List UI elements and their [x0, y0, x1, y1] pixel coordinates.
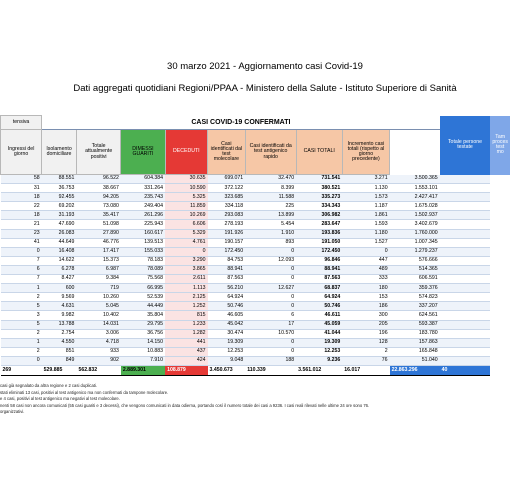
- table-cell: 13.788: [42, 320, 77, 329]
- table-cell: 78.089: [121, 265, 165, 274]
- table-cell: 13.899: [245, 211, 296, 220]
- table-cell: 8.427: [42, 275, 77, 284]
- table-cell: 893: [245, 238, 296, 247]
- table-cell: 424: [165, 356, 207, 365]
- table-cell: 6.278: [42, 265, 77, 274]
- table-row: [1, 220, 510, 229]
- table-cell: 88.551: [42, 175, 77, 184]
- table-row: [1, 356, 510, 365]
- table-cell: 190.157: [208, 238, 246, 247]
- table-cell: 4.718: [76, 338, 120, 347]
- table-row: [1, 229, 510, 238]
- table-row: [1, 347, 510, 356]
- table-cell: 29.795: [121, 320, 165, 329]
- table-row: [1, 256, 510, 265]
- table-cell: 606.591: [390, 275, 440, 284]
- table-cell: 128: [342, 338, 389, 347]
- table-cell: 5.454: [245, 220, 296, 229]
- table-row: [1, 265, 510, 274]
- header-ingressi: Ingressi del giorno: [1, 130, 42, 175]
- table-cell: 1.130: [342, 184, 389, 193]
- table-cell: 0: [245, 247, 296, 256]
- table-cell: 933: [76, 347, 120, 356]
- table-cell: 380.521: [296, 184, 342, 193]
- table-cell: 84.753: [208, 256, 246, 265]
- table-cell: 6: [245, 311, 296, 320]
- table-cell-extra: [440, 175, 491, 184]
- table-cell: 17: [245, 320, 296, 329]
- table-cell: 191.050: [296, 238, 342, 247]
- table-cell: 306.982: [296, 211, 342, 220]
- table-cell: 3: [1, 311, 42, 320]
- table-cell-extra: [440, 311, 491, 320]
- table-cell: 1.675.028: [390, 202, 440, 211]
- table-cell: 489: [342, 265, 389, 274]
- table-cell: 278.193: [208, 220, 246, 229]
- table-cell: 46.611: [296, 311, 342, 320]
- table-cell: 38.667: [76, 184, 120, 193]
- table-cell: 51.098: [76, 220, 120, 229]
- table-cell: 66.995: [121, 284, 165, 293]
- table-cell: 731.541: [296, 175, 342, 184]
- table-cell: 6.606: [165, 220, 207, 229]
- table-cell: 2: [1, 329, 42, 338]
- table-cell: 12.627: [245, 284, 296, 293]
- table-cell: 50.746: [296, 302, 342, 311]
- table-cell: 18: [1, 193, 42, 202]
- footnote: casi già segnalato da altra regione e 2 casi duplicati.: [0, 383, 98, 388]
- table-cell: 447: [342, 256, 389, 265]
- table-cell: 574.823: [390, 293, 440, 302]
- table-cell: 1.910: [245, 229, 296, 238]
- table-cell: 4.761: [165, 238, 207, 247]
- table-cell: 51.040: [390, 356, 440, 365]
- table-cell: 180: [342, 284, 389, 293]
- table-cell: 14.622: [42, 256, 77, 265]
- table-cell: 225: [245, 202, 296, 211]
- table-row: [1, 338, 510, 347]
- header-antigenico: Casi identificati da test antigenico rapido: [245, 130, 296, 175]
- table-cell: 36.756: [121, 329, 165, 338]
- table-cell: 94.205: [76, 193, 120, 202]
- footnotes: [0, 383, 369, 416]
- table-cell: 56.210: [208, 284, 246, 293]
- table-cell: 46.776: [76, 238, 120, 247]
- table-cell-extra: [440, 347, 491, 356]
- table-cell-extra: [440, 293, 491, 302]
- table-cell: 160.617: [121, 229, 165, 238]
- table-cell: 225.943: [121, 220, 165, 229]
- table-cell: 9.982: [42, 311, 77, 320]
- table-cell: 0: [1, 356, 42, 365]
- table-cell: 1: [1, 338, 42, 347]
- table-cell: 249.404: [121, 202, 165, 211]
- footnote: e 4 casi, positivi al test antigenico ma negativi al test molecolare.: [0, 396, 120, 402]
- table-cell: 1.282: [165, 329, 207, 338]
- table-cell: 6: [1, 265, 42, 274]
- table-cell: 7: [1, 256, 42, 265]
- table-cell: 32.470: [245, 175, 296, 184]
- table-cell: 600: [42, 284, 77, 293]
- table-cell: 4.631: [42, 302, 77, 311]
- table-row: [1, 184, 510, 193]
- table-cell: 9.048: [208, 356, 246, 365]
- table-cell: 35.804: [121, 311, 165, 320]
- table-cell: 14.150: [121, 338, 165, 347]
- table-cell: 64.924: [208, 293, 246, 302]
- table-cell: 21: [1, 220, 42, 229]
- table-cell: 2.754: [42, 329, 77, 338]
- table-cell: 193.836: [296, 229, 342, 238]
- table-cell-extra: [440, 265, 491, 274]
- table-row: [1, 284, 510, 293]
- table-cell: 157.863: [390, 338, 440, 347]
- footnote: organizzativi.: [0, 409, 25, 415]
- table-cell: 1.007.345: [390, 238, 440, 247]
- table-cell: 0: [245, 265, 296, 274]
- table-cell: 10.570: [245, 329, 296, 338]
- table-cell-extra: [440, 329, 491, 338]
- table-cell-extra: [440, 302, 491, 311]
- table-cell: 1.180: [342, 229, 389, 238]
- table-cell: 172.450: [296, 247, 342, 256]
- total-cell: 16.017: [342, 365, 389, 375]
- table-cell: 3.271: [342, 175, 389, 184]
- table-cell: 0: [245, 347, 296, 356]
- table-cell: 2: [1, 293, 42, 302]
- table-cell: 12.253: [208, 347, 246, 356]
- table-cell-extra: [440, 247, 491, 256]
- table-cell: 44.649: [42, 238, 77, 247]
- footnote: stati eliminati 13 casi, positivi al test antigenico ma non confermati da tampone molecolare.: [0, 389, 169, 395]
- table-cell: 96.846: [296, 256, 342, 265]
- table-cell: 155.033: [121, 247, 165, 256]
- table-cell-extra: [440, 356, 491, 365]
- total-cell: 40: [440, 365, 491, 375]
- table-cell: 205: [342, 320, 389, 329]
- table-cell: 68.837: [296, 284, 342, 293]
- table-row: [1, 247, 510, 256]
- table-cell: 87.563: [208, 275, 246, 284]
- table-cell: 9.236: [296, 356, 342, 365]
- table-cell: 604.384: [121, 175, 165, 184]
- table-cell: 3.500.365: [390, 175, 440, 184]
- table-cell: 8.399: [245, 184, 296, 193]
- table-cell: 337.207: [390, 302, 440, 311]
- table-cell-extra: [440, 202, 491, 211]
- table-row: [1, 211, 510, 220]
- table-cell: 16.408: [42, 247, 77, 256]
- table-cell: 2: [342, 347, 389, 356]
- table-row: [1, 302, 510, 311]
- table-cell: 1.187: [342, 202, 389, 211]
- table-cell: 5.325: [165, 193, 207, 202]
- table-cell: 3.290: [165, 256, 207, 265]
- header-terapia: tensiva: [1, 116, 42, 130]
- table-cell: 88.941: [296, 265, 342, 274]
- table-cell: 851: [42, 347, 77, 356]
- totals-row: [1, 365, 510, 375]
- table-cell: 45.042: [208, 320, 246, 329]
- table-cell: 50.746: [208, 302, 246, 311]
- table-cell: 186: [342, 302, 389, 311]
- table-cell: 334.118: [208, 202, 246, 211]
- table-cell: 52.539: [121, 293, 165, 302]
- table-cell: 58: [1, 175, 42, 184]
- total-cell: 2.889.301: [121, 365, 165, 375]
- table-cell: 139.513: [121, 238, 165, 247]
- table-cell: 10.590: [165, 184, 207, 193]
- table-row: [1, 311, 510, 320]
- table-cell: 17.417: [76, 247, 120, 256]
- table-cell: 815: [165, 311, 207, 320]
- header-totali: CASI TOTALI: [296, 130, 342, 175]
- table-cell: 188: [245, 356, 296, 365]
- table-cell: 0: [245, 275, 296, 284]
- table-cell: 27.890: [76, 229, 120, 238]
- table-cell: 576.666: [390, 256, 440, 265]
- table-cell: 165.848: [390, 347, 440, 356]
- table-cell: 7: [1, 275, 42, 284]
- group-header: CASI COVID-19 CONFERMATI: [42, 116, 440, 130]
- table-cell: 4.550: [42, 338, 77, 347]
- table-cell: 6.987: [76, 265, 120, 274]
- table-cell: 26.083: [42, 229, 77, 238]
- table-cell: 19.309: [208, 338, 246, 347]
- table-cell: 14.031: [76, 320, 120, 329]
- table-cell: 0: [245, 338, 296, 347]
- table-cell: 69.202: [42, 202, 77, 211]
- table-cell: 0: [245, 293, 296, 302]
- header-tamponi: Totale persone testate: [440, 116, 491, 175]
- table-cell: 9.384: [76, 275, 120, 284]
- table-cell: 3.402.679: [390, 220, 440, 229]
- table-row: [1, 175, 510, 184]
- table-cell: 76: [342, 356, 389, 365]
- table-cell: 1.233: [165, 320, 207, 329]
- table-cell: 719: [76, 284, 120, 293]
- table-cell-extra: [440, 184, 491, 193]
- table-cell: 5.329: [165, 229, 207, 238]
- table-cell: 153: [342, 293, 389, 302]
- table-cell: 0: [245, 302, 296, 311]
- table-cell: 1.573: [342, 193, 389, 202]
- table-cell: 1.553.101: [390, 184, 440, 193]
- table-cell: 1.593: [342, 220, 389, 229]
- table-cell: 41: [1, 238, 42, 247]
- table-cell: 333: [342, 275, 389, 284]
- table-cell: 23: [1, 229, 42, 238]
- table-cell-extra: [440, 338, 491, 347]
- report-subtitle: Dati aggregati quotidiani Regioni/PPAA - Ministero della Salute - Istituto Superiore di Sanità: [73, 83, 457, 94]
- table-cell: 1.113: [165, 284, 207, 293]
- table-cell: 0: [1, 247, 42, 256]
- table-cell-extra: [440, 284, 491, 293]
- table-cell: 5: [1, 302, 42, 311]
- total-cell: 108.879: [165, 365, 207, 375]
- table-cell-extra: [440, 211, 491, 220]
- table-cell: 2.125: [165, 293, 207, 302]
- table-cell: 5.045: [76, 302, 120, 311]
- table-cell: 1.279.237: [390, 247, 440, 256]
- total-cell: 3.450.673: [208, 365, 246, 375]
- table-cell-extra: [440, 275, 491, 284]
- header-molecolare: Casi identificati dal test molecolare: [208, 130, 246, 175]
- report-title: 30 marzo 2021 - Aggiornamento casi Covid-19: [167, 61, 363, 72]
- header-guariti: DIMESSI GUARITI: [121, 130, 165, 175]
- table-cell-extra: [440, 256, 491, 265]
- header-extra: Tam proces test mo: [490, 116, 510, 175]
- covid-data-table: [0, 115, 510, 376]
- table-cell: 3.865: [165, 265, 207, 274]
- table-cell: 31.193: [42, 211, 77, 220]
- table-cell: 3.006: [76, 329, 120, 338]
- table-cell: 19.309: [296, 338, 342, 347]
- total-cell: 110.339: [245, 365, 296, 375]
- table-cell: 172.450: [208, 247, 246, 256]
- table-cell: 10.402: [76, 311, 120, 320]
- table-cell: 96.522: [76, 175, 120, 184]
- table-cell: 1.252: [165, 302, 207, 311]
- table-cell: 87.563: [296, 275, 342, 284]
- table-cell: 902: [76, 356, 120, 365]
- table-cell-extra: [440, 220, 491, 229]
- table-cell: 41.044: [296, 329, 342, 338]
- table-row: [1, 202, 510, 211]
- table-cell: 323.685: [208, 193, 246, 202]
- table-cell: 2: [1, 347, 42, 356]
- table-cell: 437: [165, 347, 207, 356]
- footnote: nenti 58 casi non ancora comunicati (55 casi guariti e 3 decessi), che vengono comunicati in data odierna, portando così il numero totale dei casi a 9236. I casi reali rilevati nelle ultime 24 ore sono 76.: [0, 402, 370, 408]
- table-cell: 46.605: [208, 311, 246, 320]
- total-cell: 3.561.012: [296, 365, 342, 375]
- table-cell: 0: [165, 247, 207, 256]
- table-cell: 30.635: [165, 175, 207, 184]
- table-cell: 849: [42, 356, 77, 365]
- table-cell: 7.910: [121, 356, 165, 365]
- total-cell: 22.863.296: [390, 365, 440, 375]
- table-cell: 1.502.937: [390, 211, 440, 220]
- table-row: [1, 193, 510, 202]
- table-cell: 334.343: [296, 202, 342, 211]
- table-cell: 5: [1, 320, 42, 329]
- table-cell: 47.690: [42, 220, 77, 229]
- table-cell: 64.924: [296, 293, 342, 302]
- table-cell: 624.561: [390, 311, 440, 320]
- table-cell: 593.387: [390, 320, 440, 329]
- table-cell: 22: [1, 202, 42, 211]
- table-cell: 45.059: [296, 320, 342, 329]
- table-cell: 300: [342, 311, 389, 320]
- table-cell: 261.296: [121, 211, 165, 220]
- total-cell: 529.885: [42, 365, 77, 375]
- table-cell: 10.883: [121, 347, 165, 356]
- table-cell: 92.455: [42, 193, 77, 202]
- table-cell: 699.071: [208, 175, 246, 184]
- table-cell: 30.474: [208, 329, 246, 338]
- table-row: [1, 238, 510, 247]
- table-cell-extra: [440, 320, 491, 329]
- table-cell: 1: [1, 284, 42, 293]
- table-cell: 283.647: [296, 220, 342, 229]
- table-cell-extra: [440, 238, 491, 247]
- table-cell: 35.417: [76, 211, 120, 220]
- table-cell: 372.122: [208, 184, 246, 193]
- table-cell: 18: [1, 211, 42, 220]
- table-cell: 196: [342, 329, 389, 338]
- table-cell: 514.365: [390, 265, 440, 274]
- table-cell: 1.527: [342, 238, 389, 247]
- table-row: [1, 320, 510, 329]
- table-cell: 2.611: [165, 275, 207, 284]
- table-cell: 12.253: [296, 347, 342, 356]
- table-row: [1, 293, 510, 302]
- table-cell: 10.269: [165, 211, 207, 220]
- header-isolamento: Isolamento domiciliare: [42, 130, 77, 175]
- header-deceduti: DECEDUTI: [165, 130, 207, 175]
- table-row: [1, 275, 510, 284]
- table-cell: 78.183: [121, 256, 165, 265]
- table-cell: 31: [1, 184, 42, 193]
- table-cell: 11.588: [245, 193, 296, 202]
- table-cell: 235.743: [121, 193, 165, 202]
- table-cell: 331.264: [121, 184, 165, 193]
- table-cell: 183.780: [390, 329, 440, 338]
- table-cell: 9.569: [42, 293, 77, 302]
- table-cell: 2.427.417: [390, 193, 440, 202]
- table-cell: 441: [165, 338, 207, 347]
- table-cell: 11.859: [165, 202, 207, 211]
- table-cell: 10.260: [76, 293, 120, 302]
- table-cell: 0: [342, 247, 389, 256]
- table-row: [1, 329, 510, 338]
- total-cell: 562.832: [76, 365, 120, 375]
- table-cell: 36.753: [42, 184, 77, 193]
- table-cell: 293.083: [208, 211, 246, 220]
- table-cell: 359.376: [390, 284, 440, 293]
- table-cell-extra: [440, 229, 491, 238]
- table-cell: 12.093: [245, 256, 296, 265]
- total-cell: 269: [1, 365, 42, 375]
- table-cell: 44.449: [121, 302, 165, 311]
- table-cell: 191.926: [208, 229, 246, 238]
- table-cell: 75.568: [121, 275, 165, 284]
- table-cell: 1.861: [342, 211, 389, 220]
- table-cell-extra: [440, 193, 491, 202]
- table-cell: 88.941: [208, 265, 246, 274]
- table-cell: 15.373: [76, 256, 120, 265]
- header-positivi: Totale attualmente positivi: [76, 130, 120, 175]
- table-cell: 1.760.000: [390, 229, 440, 238]
- header-incremento: Incremento casi totali (rispetto al giorno precedente): [342, 130, 389, 175]
- table-cell: 73.080: [76, 202, 120, 211]
- table-cell: 335.273: [296, 193, 342, 202]
